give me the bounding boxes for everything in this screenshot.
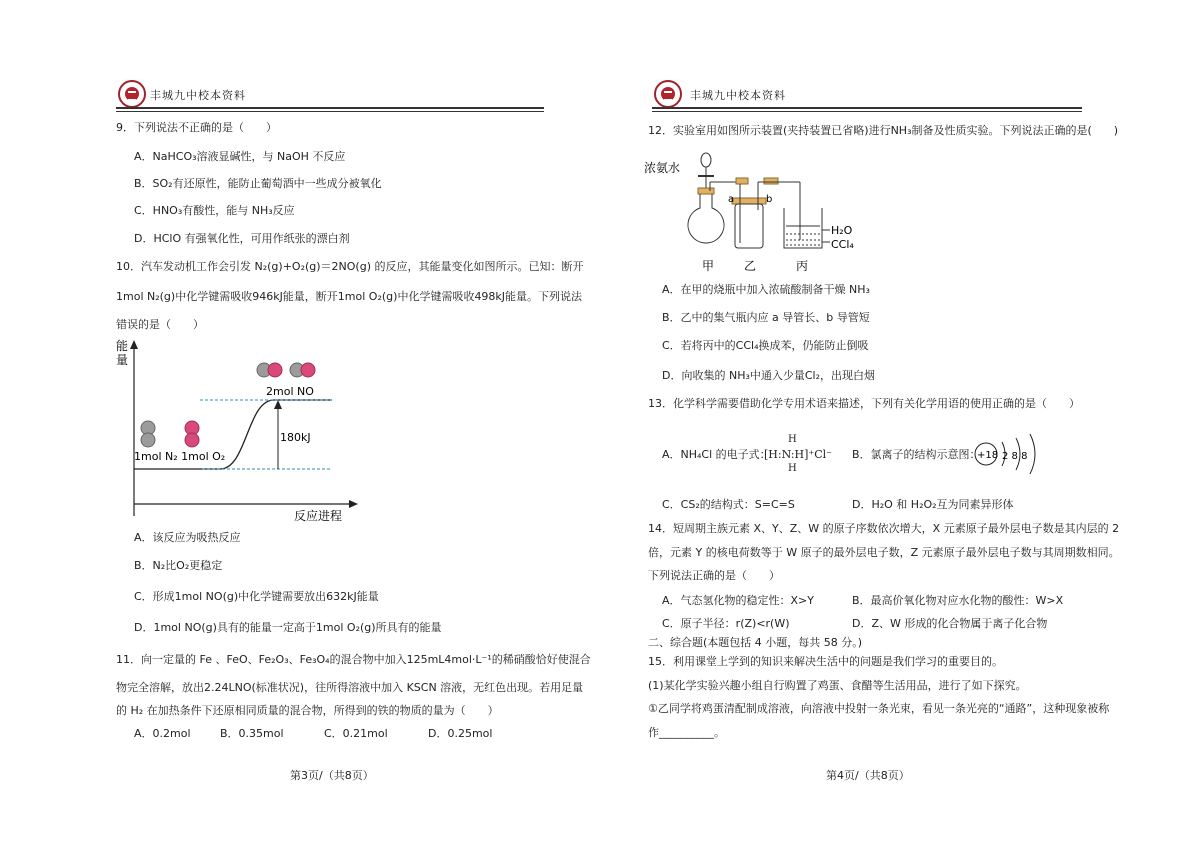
q11-option-b: B．0.35mol xyxy=(220,727,284,740)
q11-line3: 的 H₂ 在加热条件下还原相同质量的混合物，所得到的铁的物质的量为（ ） xyxy=(116,704,499,717)
delta-label: 180kJ xyxy=(280,431,311,444)
nh4-h-bottom: H xyxy=(788,463,797,474)
header-rule xyxy=(652,107,1082,109)
n2-molecule-icon xyxy=(141,421,155,447)
header-rule xyxy=(116,107,544,109)
q9-option-a: A．NaHCO₃溶液显碱性，与 NaOH 不反应 xyxy=(134,150,346,163)
q11-line1: 11．向一定量的 Fe 、FeO、Fe₂O₃、Fe₃O₄的混合物中加入125mL4mol·L⁻¹的稀硝酸恰好使混合 xyxy=(116,653,591,666)
q12-option-c: C．若将丙中的CCl₄换成苯，仍能防止倒吸 xyxy=(662,339,869,352)
y-axis-label-2: 量 xyxy=(116,353,129,367)
q14-option-a: A．气态氢化物的稳定性：X>Y xyxy=(662,594,814,607)
o2-molecule-icon xyxy=(185,421,199,447)
q11-option-a: A．0.2mol xyxy=(134,727,191,740)
q14-option-d: D．Z、W 形成的化合物属于离子化合物 xyxy=(852,617,1048,630)
no-molecule-icon-2 xyxy=(290,363,315,377)
q13-option-b: B．氯离子的结构示意图： xyxy=(852,448,981,461)
ccl4-label: CCl₄ xyxy=(831,238,854,251)
nh4-h-top: H xyxy=(788,434,797,445)
q12-option-a: A．在甲的烧瓶中加入浓硫酸制备干燥 NH₃ xyxy=(662,283,870,296)
q10-line3: 错误的是（ ） xyxy=(116,318,204,331)
beaker-bing-label: 丙 xyxy=(796,259,809,273)
tube-a-label: a xyxy=(728,194,735,205)
q11-option-c: C．0.21mol xyxy=(324,727,388,740)
q15-line3: ①乙同学将鸡蛋清配制成溶液，向溶液中投射一条光束，看见一条光亮的“通路”，这种现象被称 xyxy=(648,702,1110,715)
school-name: 丰城九中校本资料 xyxy=(690,89,786,102)
nh3-apparatus-diagram xyxy=(640,148,870,276)
q14-line2: 倍，元素 Y 的核电荷数等于 W 原子的最外层电子数，Z 元素原子最外层电子数与其周期数相同。 xyxy=(648,546,1120,559)
q9-option-b: B．SO₂有还原性，能防止葡萄酒中一些成分被氧化 xyxy=(134,177,382,190)
school-name: 丰城九中校本资料 xyxy=(150,89,246,102)
page-footer: 第4页/（共8页） xyxy=(826,769,910,782)
x-axis-label: 反应进程 xyxy=(294,509,343,523)
school-logo xyxy=(654,80,682,108)
energy-diagram xyxy=(112,336,362,526)
q15-line1: 15．利用课堂上学到的知识来解决生活中的问题是我们学习的重要目的。 xyxy=(648,655,1003,668)
tube-b-label: b xyxy=(766,194,773,205)
no-molecule-icon-1 xyxy=(257,363,282,377)
reactants-label: 1mol N₂ 1mol O₂ xyxy=(134,450,226,463)
chloride-ion-structure-diagram xyxy=(972,432,1052,476)
q13-option-c: C．CS₂的结构式：S=C=S xyxy=(662,498,795,511)
q12-option-b: B．乙中的集气瓶内应 a 导管长、b 导管短 xyxy=(662,311,870,324)
school-logo xyxy=(118,80,146,108)
q11-line2: 物完全溶解，放出2.24LNO(标准状况)，往所得溶液中加入 KSCN 溶液，无红色出现。若用足量 xyxy=(116,681,584,694)
q14-line1: 14．短周期主族元素 X、Y、Z、W 的原子序数依次增大，X 元素原子最外层电子数是其内层的 2 xyxy=(648,522,1120,535)
section-2-heading: 二、综合题(本题包括 4 小题，每共 58 分。) xyxy=(648,636,863,649)
q14-option-b: B．最高价氧化物对应水化物的酸性：W>X xyxy=(852,594,1064,607)
q14-option-c: C．原子半径：r(Z)<r(W) xyxy=(662,617,790,630)
q10-option-b: B．N₂比O₂更稳定 xyxy=(134,559,223,572)
q12-option-d: D．向收集的 NH₃中通入少量Cl₂，出现白烟 xyxy=(662,369,876,382)
bottle-yi-label: 乙 xyxy=(744,259,757,273)
h2o-label: H₂O xyxy=(831,224,853,237)
q11-option-d: D．0.25mol xyxy=(428,727,493,740)
q12-stem: 12．实验室用如图所示装置(夹持装置已省略)进行NH₃制备及性质实验。下列说法正确的是( ) xyxy=(648,124,1119,137)
q15-line4: 作__________。 xyxy=(648,726,725,739)
q13-option-a: A．NH₄Cl 的电子式： xyxy=(662,448,771,461)
page-header xyxy=(600,78,1200,110)
q14-line3: 下列说法正确的是（ ） xyxy=(648,569,780,582)
q10-option-d: D．1mol NO(g)具有的能量一定高于1mol O₂(g)所具有的能量 xyxy=(134,621,442,634)
q13-option-d: D．H₂O 和 H₂O₂互为同素异形体 xyxy=(852,498,1014,511)
nucleus-charge: +18 xyxy=(977,450,999,461)
q10-line1: 10．汽车发动机工作会引发 N₂(g)+O₂(g)＝2NO(g) 的反应，其能量变化如图所示。已知：断开 xyxy=(116,260,584,273)
flask-jia-label: 甲 xyxy=(702,259,715,273)
header-rule-thin xyxy=(116,111,544,112)
page-footer: 第3页/（共8页） xyxy=(290,769,374,782)
q10-line2: 1mol N₂(g)中化学键需吸收946kJ能量，断开1mol O₂(g)中化学键需吸收498kJ能量。下列说法 xyxy=(116,290,583,303)
q9-option-d: D．HClO 有强氧化性，可用作纸张的漂白剂 xyxy=(134,232,350,245)
ammonia-label: 浓氨水 xyxy=(644,161,681,175)
q10-option-a: A．该反应为吸热反应 xyxy=(134,531,241,544)
product-label: 2mol NO xyxy=(266,385,314,398)
header-rule-thin xyxy=(652,111,1082,112)
q9-stem: 9．下列说法不正确的是（ ） xyxy=(116,121,277,134)
electron-shells: 2 8 8 xyxy=(1002,451,1028,462)
q13-stem: 13．化学科学需要借助化学专用术语来描述，下列有关化学用语的使用正确的是（ ） xyxy=(648,397,1080,410)
page-header xyxy=(0,78,600,110)
y-axis-label-1: 能 xyxy=(116,339,129,353)
nh4cl-electron-formula: [H:N:H]⁺Cl⁻ xyxy=(764,448,832,461)
page-4 xyxy=(600,0,1200,848)
q9-option-c: C．HNO₃有酸性，能与 NH₃反应 xyxy=(134,204,295,217)
q15-line2: (1)某化学实验兴趣小组自行购置了鸡蛋、食醋等生活用品，进行了如下探究。 xyxy=(648,679,1027,692)
q10-option-c: C．形成1mol NO(g)中化学键需要放出632kJ能量 xyxy=(134,590,379,603)
